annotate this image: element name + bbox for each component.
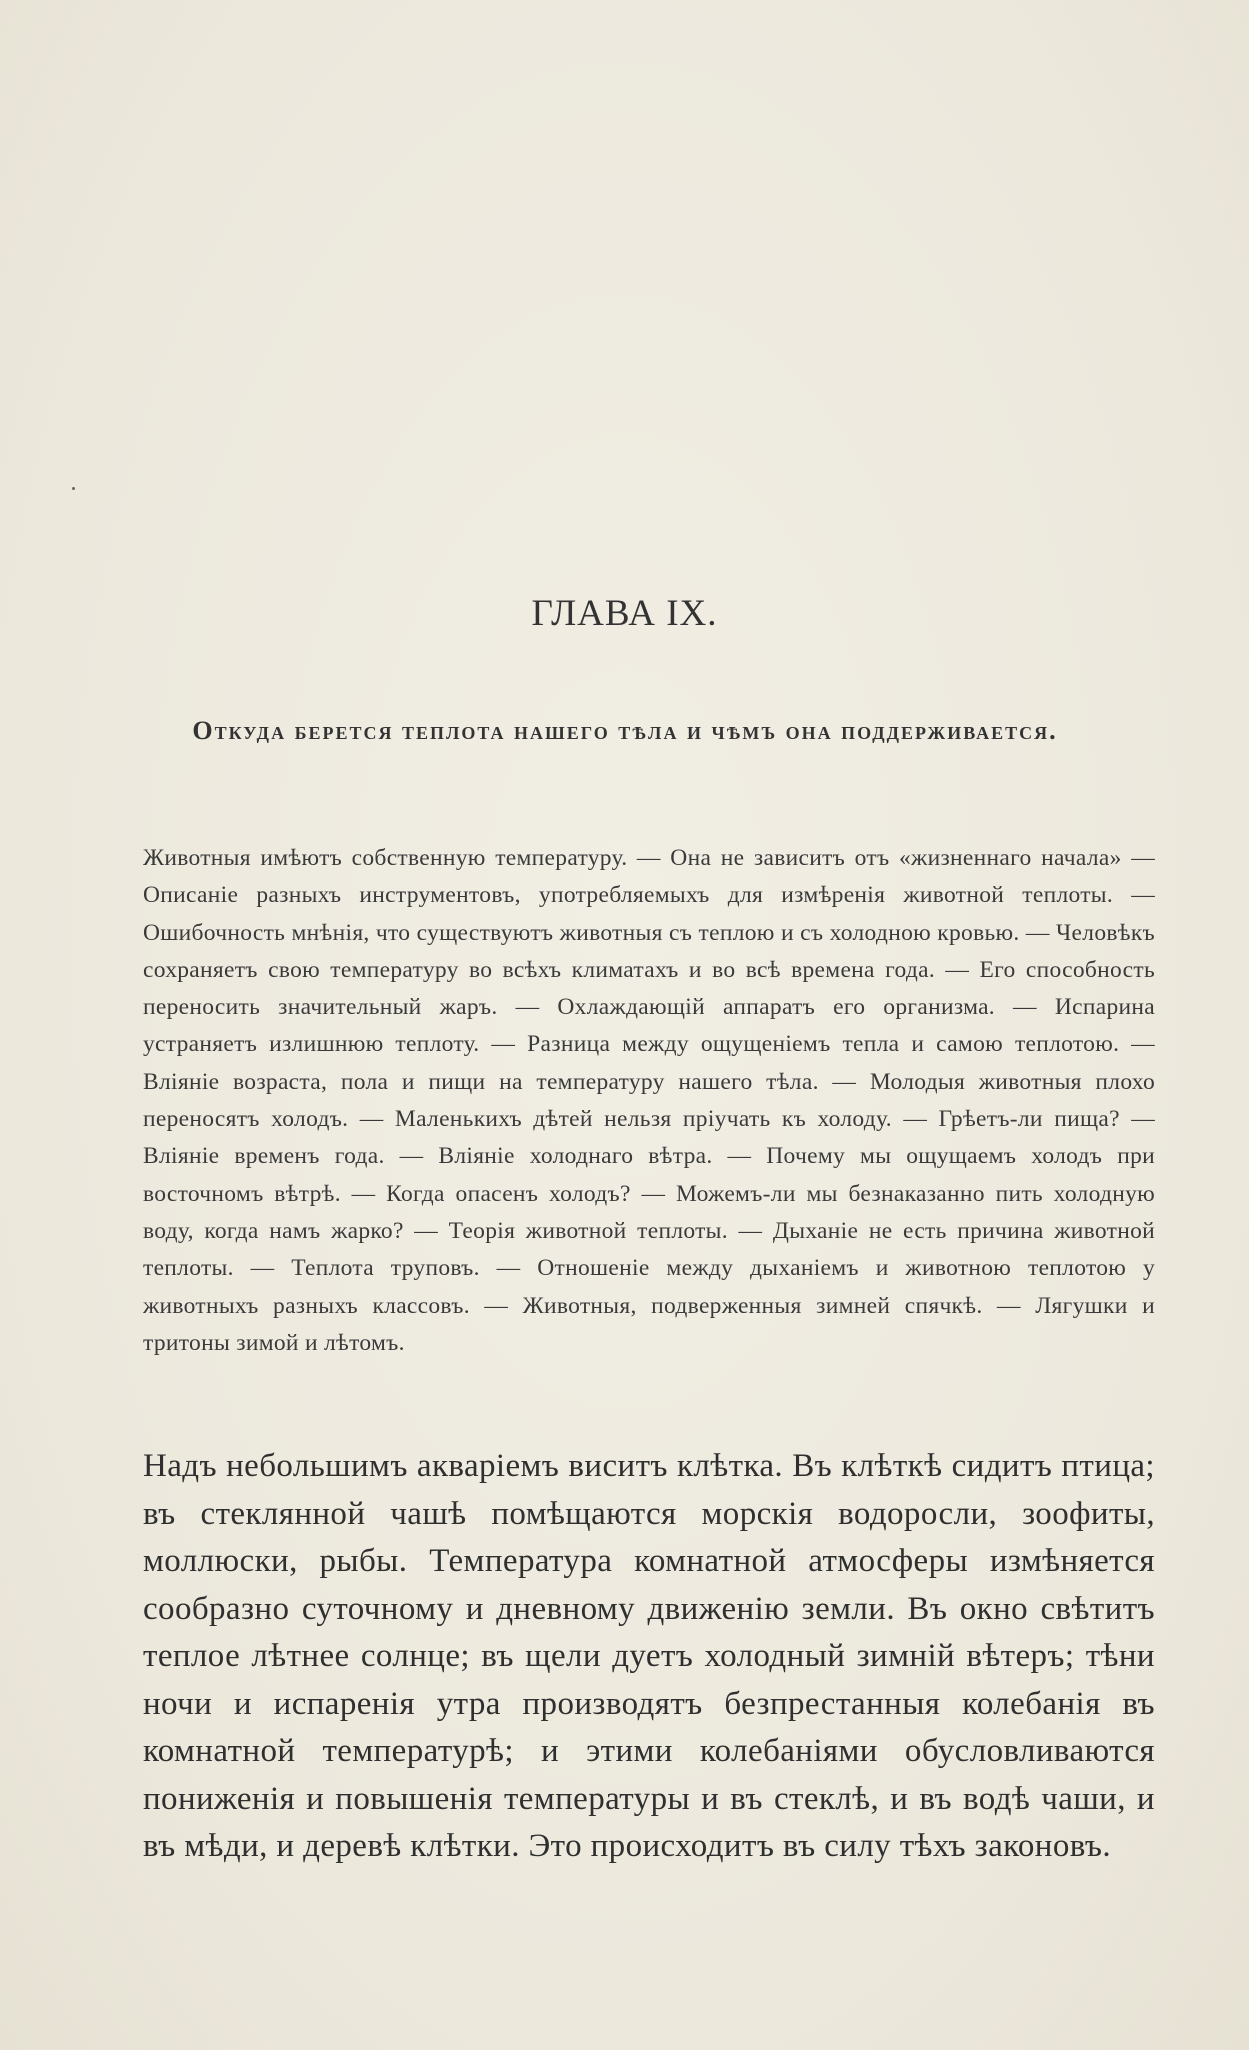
body-paragraph: Надъ небольшимъ акваріемъ виситъ клѣтка. Въ клѣткѣ сидитъ птица; въ стеклянной чашѣ помѣщаются морскія водоросли, зоофиты, моллюски, рыбы. Температура комнатной атмосферы измѣняется сообразно суточному и дневному движенію земли. Въ окно свѣтитъ теплое лѣтнее солнце; въ щели дуетъ холодный зимній вѣтеръ; тѣни ночи и испаренія утра производятъ безпрестанныя колебанія въ комнатной температурѣ; и этими колебаніями обусловливаются пониженія и повышенія температуры и въ стеклѣ, и въ водѣ чаши, и въ мѣди, и деревѣ клѣтки. Это происходитъ въ силу тѣхъ законовъ. — [143, 1448, 1155, 1864]
chapter-summary: Животныя имѣютъ собственную температуру. — Она не зависитъ отъ «жизненнаго начала» — Описаніе разныхъ инструментовъ, употребляемыхъ для измѣренія животной теплоты. — Ошибочность мнѣнія, что существуютъ животныя съ теплою и съ холодною кровью. — Человѣкъ сохраняетъ свою температуру во всѣхъ климатахъ и во всѣ времена года. — Его способность переносить значительный жаръ. — Охлаждающій аппаратъ его организма. — Испарина устраняетъ излишнюю теплоту. — Разница между ощущеніемъ тепла и самою теплотою. — Вліяніе возраста, пола и пищи на температуру нашего тѣла. — Молодыя животныя плохо переносятъ холодъ. — Маленькихъ дѣтей нельзя пріучать къ холоду. — Грѣетъ-ли пища? — Вліяніе временъ года. — Вліяніе холоднаго вѣтра. — Почему мы ощущаемъ холодъ при восточномъ вѣтрѣ. — Когда опасенъ холодъ? — Можемъ-ли мы безнаказанно пить холодную воду, когда намъ жарко? — Теорія животной теплоты. — Дыханіе не есть причина животной теплоты. — Теплота труповъ. — Отношеніе между дыханіемъ и животною теплотою у животныхъ разныхъ классовъ. — Животныя, подверженныя зимней спячкѣ. — Лягушки и тритоны зимой и лѣтомъ. — [143, 845, 1155, 1356]
speck-mark — [72, 487, 75, 490]
chapter-subtitle: Откуда берется теплота нашего тѣла и чѣмъ она поддерживается. — [192, 716, 1058, 745]
chapter-title: ГЛАВА IX. — [531, 593, 718, 634]
